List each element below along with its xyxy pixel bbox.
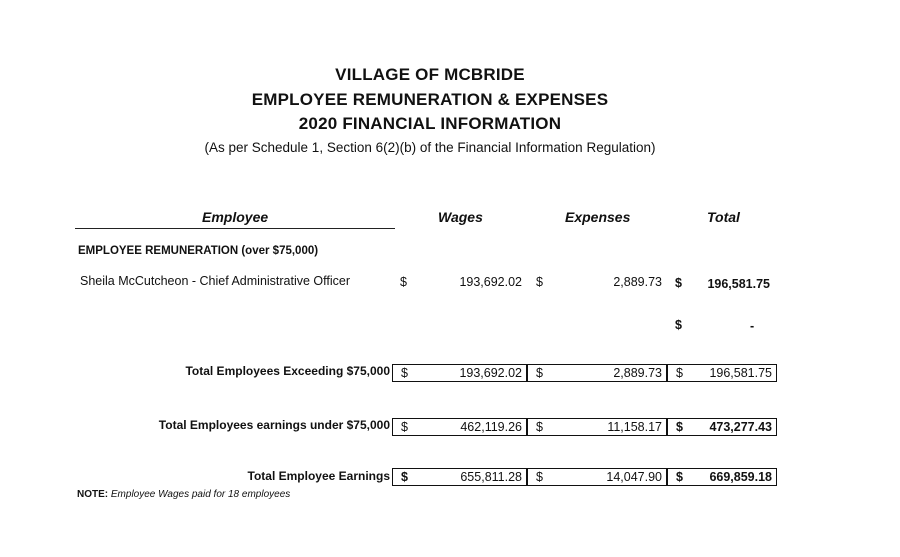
currency-symbol: $	[676, 366, 683, 380]
section-title: EMPLOYEE REMUNERATION (over $75,000)	[78, 245, 319, 257]
currency-symbol: $	[401, 470, 408, 484]
expenses-value: 14,047.90	[606, 470, 662, 484]
currency-symbol: $	[676, 470, 683, 484]
employee-total: 196,581.75	[707, 277, 770, 291]
wages-box	[392, 468, 527, 486]
total-value: 196,581.75	[709, 366, 772, 380]
total-box	[667, 418, 777, 436]
summary-label: Total Employee Earnings	[247, 469, 390, 483]
column-header-total: Total	[707, 209, 740, 225]
note-prefix: NOTE:	[77, 489, 109, 500]
expenses-value: 11,158.17	[607, 420, 662, 434]
column-header-wages: Wages	[438, 209, 483, 225]
currency-symbol: $	[536, 366, 543, 380]
total-currency-symbol: $	[675, 276, 682, 290]
wages-currency-symbol: $	[400, 275, 407, 289]
expenses-box	[527, 468, 667, 486]
summary-label: Total Employees Exceeding $75,000	[185, 364, 390, 378]
wages-value: 462,119.26	[460, 420, 522, 434]
blank-row-total: -	[750, 319, 755, 333]
blank-row-currency-symbol: $	[675, 318, 682, 332]
currency-symbol: $	[676, 420, 683, 434]
wages-box	[392, 418, 527, 436]
total-box	[667, 468, 777, 486]
wages-value: 655,811.28	[460, 470, 522, 484]
footnote	[77, 489, 290, 500]
column-header-employee: Employee	[202, 209, 269, 225]
expenses-value: 2,889.73	[613, 366, 662, 380]
total-value: 473,277.43	[709, 420, 772, 434]
currency-symbol: $	[401, 366, 408, 380]
wages-box	[392, 364, 527, 382]
expenses-box	[527, 364, 667, 382]
report-title-line-3: 2020 FINANCIAL INFORMATION	[298, 114, 562, 133]
currency-symbol: $	[536, 420, 543, 434]
note-text: Employee Wages paid for 18 employees	[110, 489, 291, 500]
column-header-expenses: Expenses	[565, 209, 631, 225]
summary-label: Total Employees earnings under $75,000	[158, 418, 390, 432]
currency-symbol: $	[401, 420, 408, 434]
currency-symbol: $	[536, 470, 543, 484]
total-box	[667, 364, 777, 382]
report-title-line-1: VILLAGE OF MCBRIDE	[335, 65, 525, 84]
report-title-line-2: EMPLOYEE REMUNERATION & EXPENSES	[251, 90, 609, 109]
report-subtitle: (As per Schedule 1, Section 6(2)(b) of the Financial Information Regulation)	[204, 140, 656, 155]
employee-expenses: 2,889.73	[613, 275, 662, 289]
total-value: 669,859.18	[709, 470, 772, 484]
expenses-currency-symbol: $	[536, 275, 543, 289]
wages-value: 193,692.02	[459, 366, 522, 380]
expenses-box	[527, 418, 667, 436]
employee-header-underline	[75, 228, 395, 229]
employee-wages: 193,692.02	[459, 275, 522, 289]
employee-name: Sheila McCutcheon - Chief Administrative Officer	[80, 274, 351, 288]
